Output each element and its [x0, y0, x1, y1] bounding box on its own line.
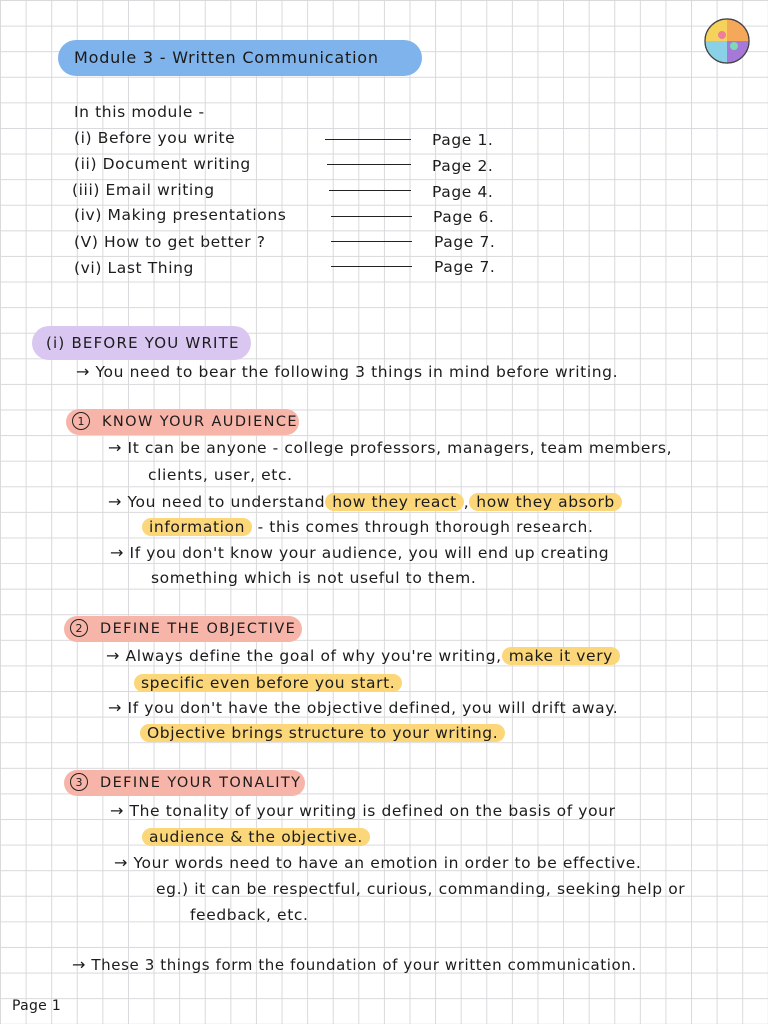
bullet-audience-2	[108, 492, 622, 512]
bullet-text: - this comes through thorough research.	[252, 518, 594, 536]
toc-intro: In this module -	[74, 103, 205, 121]
arrow-icon: →	[110, 801, 125, 820]
section-intro	[76, 362, 618, 382]
bullet-continuation: something which is not useful to them.	[151, 569, 477, 587]
toc-item-label: (V) How to get better ?	[74, 233, 266, 251]
bullet-continuation	[142, 517, 594, 537]
bullet-continuation: clients, user, etc.	[148, 466, 293, 484]
arrow-icon: →	[108, 698, 123, 717]
bullet-text: It can be anyone - college professors, managers, team members,	[127, 439, 673, 457]
toc-leader-line	[331, 241, 412, 242]
highlight: make it very	[502, 647, 620, 665]
bullet-text: If you don't have the objective defined, you will drift away.	[127, 699, 619, 717]
toc-item-page: Page 7.	[434, 233, 496, 251]
bullet-objective-1	[106, 646, 620, 666]
module-title: Module 3 - Written Communication	[58, 40, 422, 76]
arrow-icon: →	[106, 646, 121, 665]
bullet-continuation	[140, 723, 505, 743]
toc-item-label: (i) Before you write	[74, 129, 236, 147]
bullet-continuation	[142, 827, 370, 847]
toc-item-label: (iii) Email writing	[72, 181, 215, 199]
toc-leader-line	[329, 190, 411, 191]
arrow-icon: →	[72, 955, 87, 974]
toc-item-page: Page 2.	[432, 157, 494, 175]
page-number: Page 1	[12, 998, 62, 1014]
bullet-continuation: feedback, etc.	[190, 906, 309, 924]
section-title-before-you-write: (i) BEFORE YOU WRITE	[32, 326, 251, 360]
arrow-icon: →	[76, 362, 91, 381]
toc-item-label: (iv) Making presentations	[74, 206, 287, 224]
highlight: how they absorb	[469, 493, 622, 511]
toc-item-label: (ii) Document writing	[74, 155, 251, 173]
toc-item-page: Page 7.	[434, 258, 496, 276]
highlight: Objective brings structure to your writing.	[140, 724, 505, 742]
arrow-icon: →	[108, 492, 123, 511]
bullet-tonality-2	[114, 853, 641, 873]
bullet-audience-1	[108, 438, 672, 458]
toc-leader-line	[331, 266, 412, 267]
toc-item-page: Page 1.	[432, 131, 494, 149]
subheading-label: DEFINE YOUR TONALITY	[100, 775, 302, 791]
arrow-icon: →	[108, 438, 123, 457]
bullet-text: The tonality of your writing is defined on the basis of your	[129, 802, 616, 820]
toc-leader-line	[327, 164, 411, 165]
toc-leader-line	[325, 139, 411, 140]
bullet-audience-3	[110, 543, 609, 563]
highlight: information	[142, 518, 252, 536]
conclusion	[72, 955, 637, 975]
subheading-label: DEFINE THE OBJECTIVE	[100, 621, 297, 637]
subheading-define-objective	[64, 616, 302, 642]
bullet-continuation: eg.) it can be respectful, curious, commanding, seeking help or	[156, 880, 686, 898]
subheading-label: KNOW YOUR AUDIENCE	[102, 414, 298, 430]
bullet-text: If you don't know your audience, you will end up creating	[129, 544, 610, 562]
arrow-icon: →	[114, 853, 129, 872]
highlight: how they react	[325, 493, 464, 511]
bullet-text: ,	[463, 493, 470, 511]
subheading-define-tonality	[64, 770, 305, 796]
highlight: specific even before you start.	[134, 674, 402, 692]
number-badge: 1	[72, 412, 90, 430]
toc-item-page: Page 6.	[433, 208, 495, 226]
bullet-text: You need to understand	[127, 493, 326, 511]
highlight: audience & the objective.	[142, 828, 370, 846]
number-badge: 2	[70, 619, 88, 637]
toc-leader-line	[331, 216, 412, 217]
toc-item-page: Page 4.	[432, 183, 494, 201]
toc-item-label: (vi) Last Thing	[74, 259, 194, 277]
bullet-objective-2	[108, 698, 618, 718]
number-badge: 3	[70, 773, 88, 791]
subheading-know-your-audience	[66, 409, 299, 435]
bullet-text: Your words need to have an emotion in order to be effective.	[133, 854, 642, 872]
conclusion-text: These 3 things form the foundation of your written communication.	[91, 956, 637, 974]
section-intro-text: You need to bear the following 3 things in mind before writing.	[95, 363, 619, 381]
bullet-tonality-1	[110, 801, 616, 821]
arrow-icon: →	[110, 543, 125, 562]
bullet-continuation	[134, 673, 402, 693]
bullet-text: Always define the goal of why you're writing,	[125, 647, 502, 665]
puzzle-globe-icon	[704, 18, 750, 64]
